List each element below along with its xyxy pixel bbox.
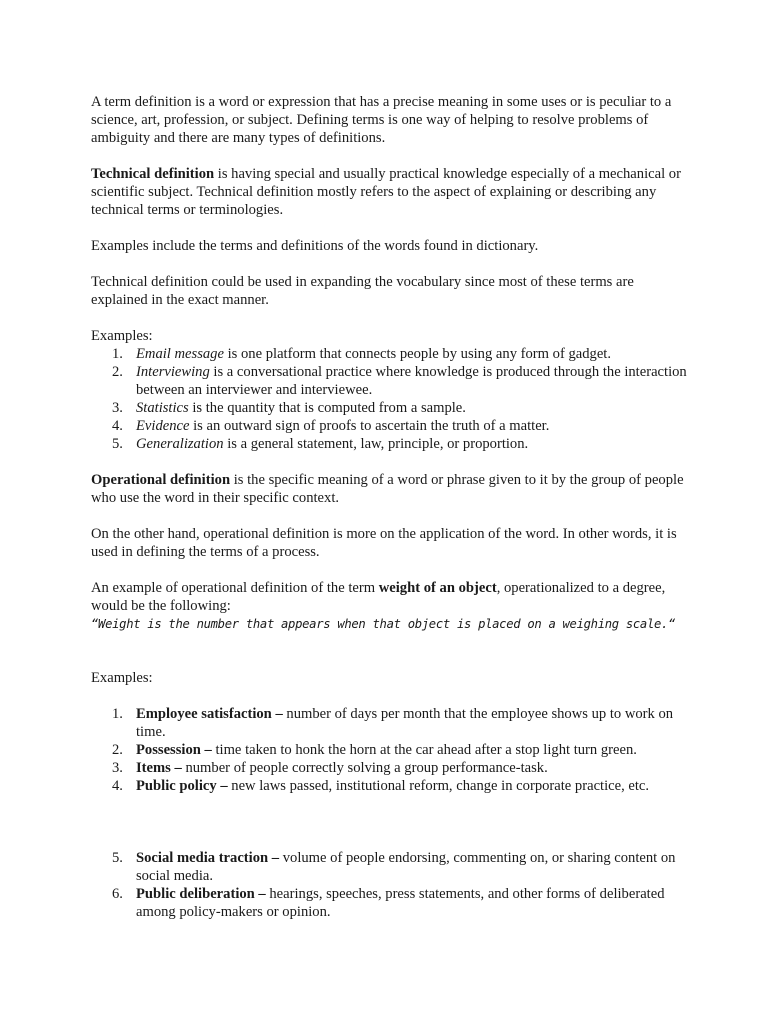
list-number: 2. [112,742,123,758]
weight-example-term: weight of an object [378,580,497,596]
list-term: Possession – [136,742,212,758]
list-text: is an outward sign of proofs to ascertain the truth of a matter. [189,418,550,434]
list-term: Items – [136,760,182,776]
list-item [91,705,691,741]
operational-definition-text: is the specific meaning of a word or phrase given to it by the group of people who use the word in their specific context. [91,472,684,506]
list-term: Email message [136,346,224,362]
weight-example-before: An example of operational definition of the term [91,580,379,596]
list-number: 3. [112,760,123,776]
list-item [91,417,691,435]
operational-definition-term: Operational definition [91,472,231,488]
list-number: 4. [112,778,123,794]
list-term: Social media traction – [136,850,280,866]
list-item [91,885,691,921]
examples-heading-2: Examples: [91,670,153,686]
list-item [91,363,691,399]
list-item [91,759,691,777]
technical-examples-list [91,345,691,453]
list-item [91,345,691,363]
operational-examples-list [91,705,691,795]
list-number: 2. [112,364,123,380]
list-number: 5. [112,850,123,866]
list-number: 1. [112,346,123,362]
list-term: Employee satisfaction – [136,706,283,722]
document-page [91,93,691,921]
list-text: volume of people endorsing, commenting on, or sharing content on social media. [136,850,676,884]
list-text: is a conversational practice where knowledge is produced through the interaction between an interviewer and interviewee. [136,364,687,398]
list-term: Evidence [136,418,190,434]
list-text: number of days per month that the employee shows up to work on time. [136,706,674,740]
list-number: 3. [112,400,123,416]
weight-quote: “Weight is the number that appears when that object is placed on a weighing scale.“ [91,617,676,631]
technical-definition-term: Technical definition [91,166,215,182]
list-number: 4. [112,418,123,434]
list-text: hearings, speeches, press statements, and other forms of deliberated among policy-makers or opinion. [136,886,665,920]
technical-vocab-paragraph: Technical definition could be used in expanding the vocabulary since most of these terms are explained in the exact manner. [91,274,634,308]
technical-definition-text: is having special and usually practical knowledge especially of a mechanical or scientific subject. Technical definition mostly refers to the aspect of explaining or describing any technical terms or terminologies. [91,166,681,218]
list-number: 6. [112,886,123,902]
list-number: 5. [112,436,123,452]
weight-example-after: , operationalized to a degree, would be the following: [91,580,666,614]
list-term: Public deliberation – [136,886,266,902]
list-term: Generalization [136,436,224,452]
weight-example-paragraph [91,579,691,615]
list-item [91,435,691,453]
list-item [91,849,691,885]
list-term: Statistics [136,400,189,416]
examples-dictionary-paragraph: Examples include the terms and definitions of the words found in dictionary. [91,238,539,254]
list-term: Public policy – [136,778,228,794]
intro-paragraph: A term definition is a word or expression that has a precise meaning in some uses or is peculiar to a science, art, profession, or subject. Defining terms is one way of helping to resolve problems of ambiguity and there are many types of definitions. [91,94,672,146]
list-item [91,399,691,417]
list-text: number of people correctly solving a group performance-task. [181,760,548,776]
list-item [91,777,691,795]
list-number: 1. [112,706,123,722]
list-text: is one platform that connects people by using any form of gadget. [223,346,612,362]
technical-definition-paragraph [91,165,691,219]
list-text: time taken to honk the horn at the car ahead after a stop light turn green. [211,742,637,758]
list-item [91,741,691,759]
examples-heading: Examples: [91,328,153,344]
list-text: is the quantity that is computed from a sample. [188,400,466,416]
list-text: is a general statement, law, principle, or proportion. [223,436,529,452]
list-term: Interviewing [136,364,210,380]
operational-other-paragraph: On the other hand, operational definition is more on the application of the word. In other words, it is used in defining the terms of a process. [91,526,677,560]
operational-examples-list-continued [91,849,691,921]
list-text: new laws passed, institutional reform, change in corporate practice, etc. [227,778,650,794]
operational-definition-paragraph [91,471,691,507]
